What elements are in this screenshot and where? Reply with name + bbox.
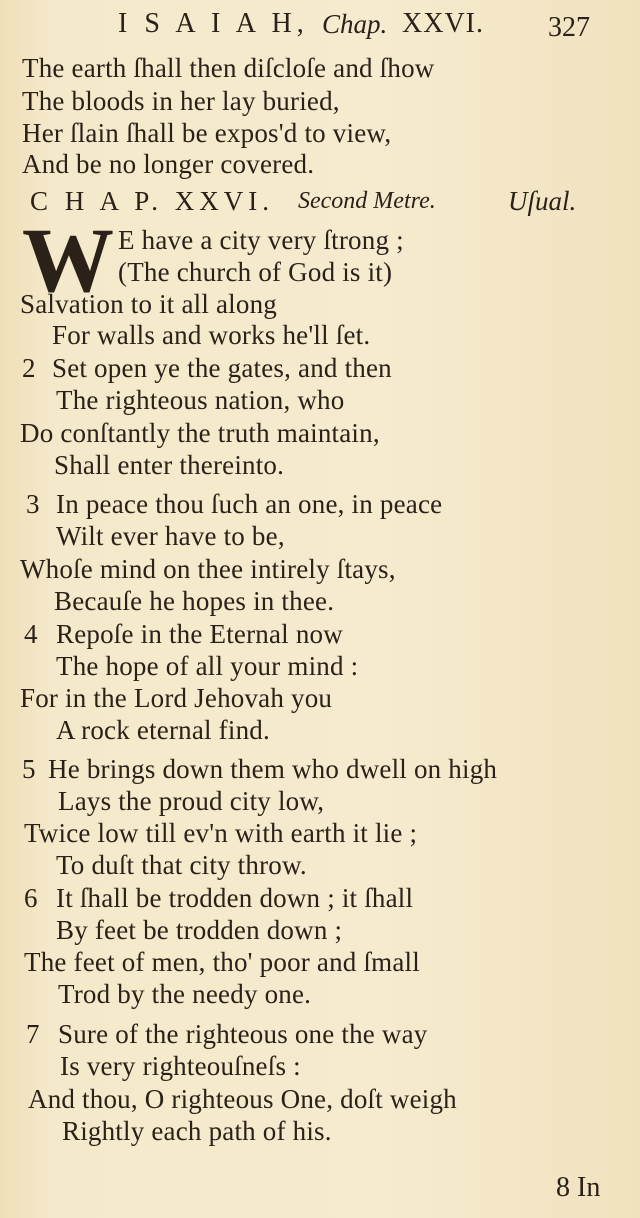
verse-line: The feet of men, tho' poor and ſmall xyxy=(24,947,420,977)
verse-line: Trod by the needy one. xyxy=(58,979,312,1009)
chapter-tune: Uſual. xyxy=(508,186,577,216)
catchword: 8 In xyxy=(556,1172,601,1203)
chapter-heading: C H A P. XXVI. xyxy=(30,186,275,216)
verse-line: By feet be trodden down ; xyxy=(56,915,343,945)
verse-line: Is very righteouſneſs : xyxy=(60,1051,301,1081)
verse-line: E have a city very ſtrong ; xyxy=(118,225,404,255)
verse-line: Repoſe in the Eternal now xyxy=(56,619,343,649)
verse-number: 3 xyxy=(26,489,40,519)
stanza-line: And be no longer covered. xyxy=(22,149,315,179)
verse-line: The hope of all your mind : xyxy=(56,651,359,681)
verse-line: Twice low till ev'n with earth it lie ; xyxy=(24,818,418,848)
verse-number: 6 xyxy=(24,883,38,913)
verse-line: For walls and works he'll ſet. xyxy=(52,320,371,350)
verse-number: 4 xyxy=(24,619,38,649)
running-head-chap-number: XXVI. xyxy=(402,8,484,39)
verse-line: Whoſe mind on thee intirely ſtays, xyxy=(20,554,396,584)
running-head-chap-label: Chap. xyxy=(322,9,388,39)
verse-line: For in the Lord Jehovah you xyxy=(20,683,333,713)
verse-line: Do conſtantly the truth maintain, xyxy=(20,418,380,448)
chapter-metre: Second Metre. xyxy=(298,188,436,214)
verse-line: Set open ye the gates, and then xyxy=(52,353,392,383)
verse-line: Rightly each path of his. xyxy=(62,1116,332,1146)
verse-line: He brings down them who dwell on high xyxy=(48,754,498,784)
verse-number: 7 xyxy=(26,1019,40,1049)
page-number: 327 xyxy=(548,12,590,43)
verse-number: 5 xyxy=(22,754,36,784)
verse-line: (The church of God is it) xyxy=(118,257,393,287)
verse-line: Salvation to it all along xyxy=(20,289,277,319)
verse-line: And thou, O righteous One, doſt weigh xyxy=(28,1084,457,1114)
verse-line: In peace thou ſuch an one, in peace xyxy=(56,489,443,519)
running-head-title: I S A I A H, xyxy=(118,8,309,39)
verse-line: Wilt ever have to be, xyxy=(56,521,285,551)
stanza-line: Her ſlain ſhall be expos'd to view, xyxy=(22,118,392,148)
verse-line: Sure of the righteous one the way xyxy=(58,1019,428,1049)
verse-line: Becauſe he hopes in thee. xyxy=(54,586,335,616)
verse-line: The righteous nation, who xyxy=(56,385,345,415)
verse-line: Shall enter thereinto. xyxy=(54,450,285,480)
verse-line: To duſt that city throw. xyxy=(56,850,307,880)
stanza-line: The bloods in her lay buried, xyxy=(22,86,340,116)
verse-number: 2 xyxy=(22,353,36,383)
stanza-line: The earth ſhall then diſcloſe and ſhow xyxy=(22,53,435,83)
verse-line: It ſhall be trodden down ; it ſhall xyxy=(56,883,414,913)
verse-line: A rock eternal find. xyxy=(56,715,270,745)
drop-cap: W xyxy=(22,209,114,311)
verse-line: Lays the proud city low, xyxy=(58,786,325,816)
